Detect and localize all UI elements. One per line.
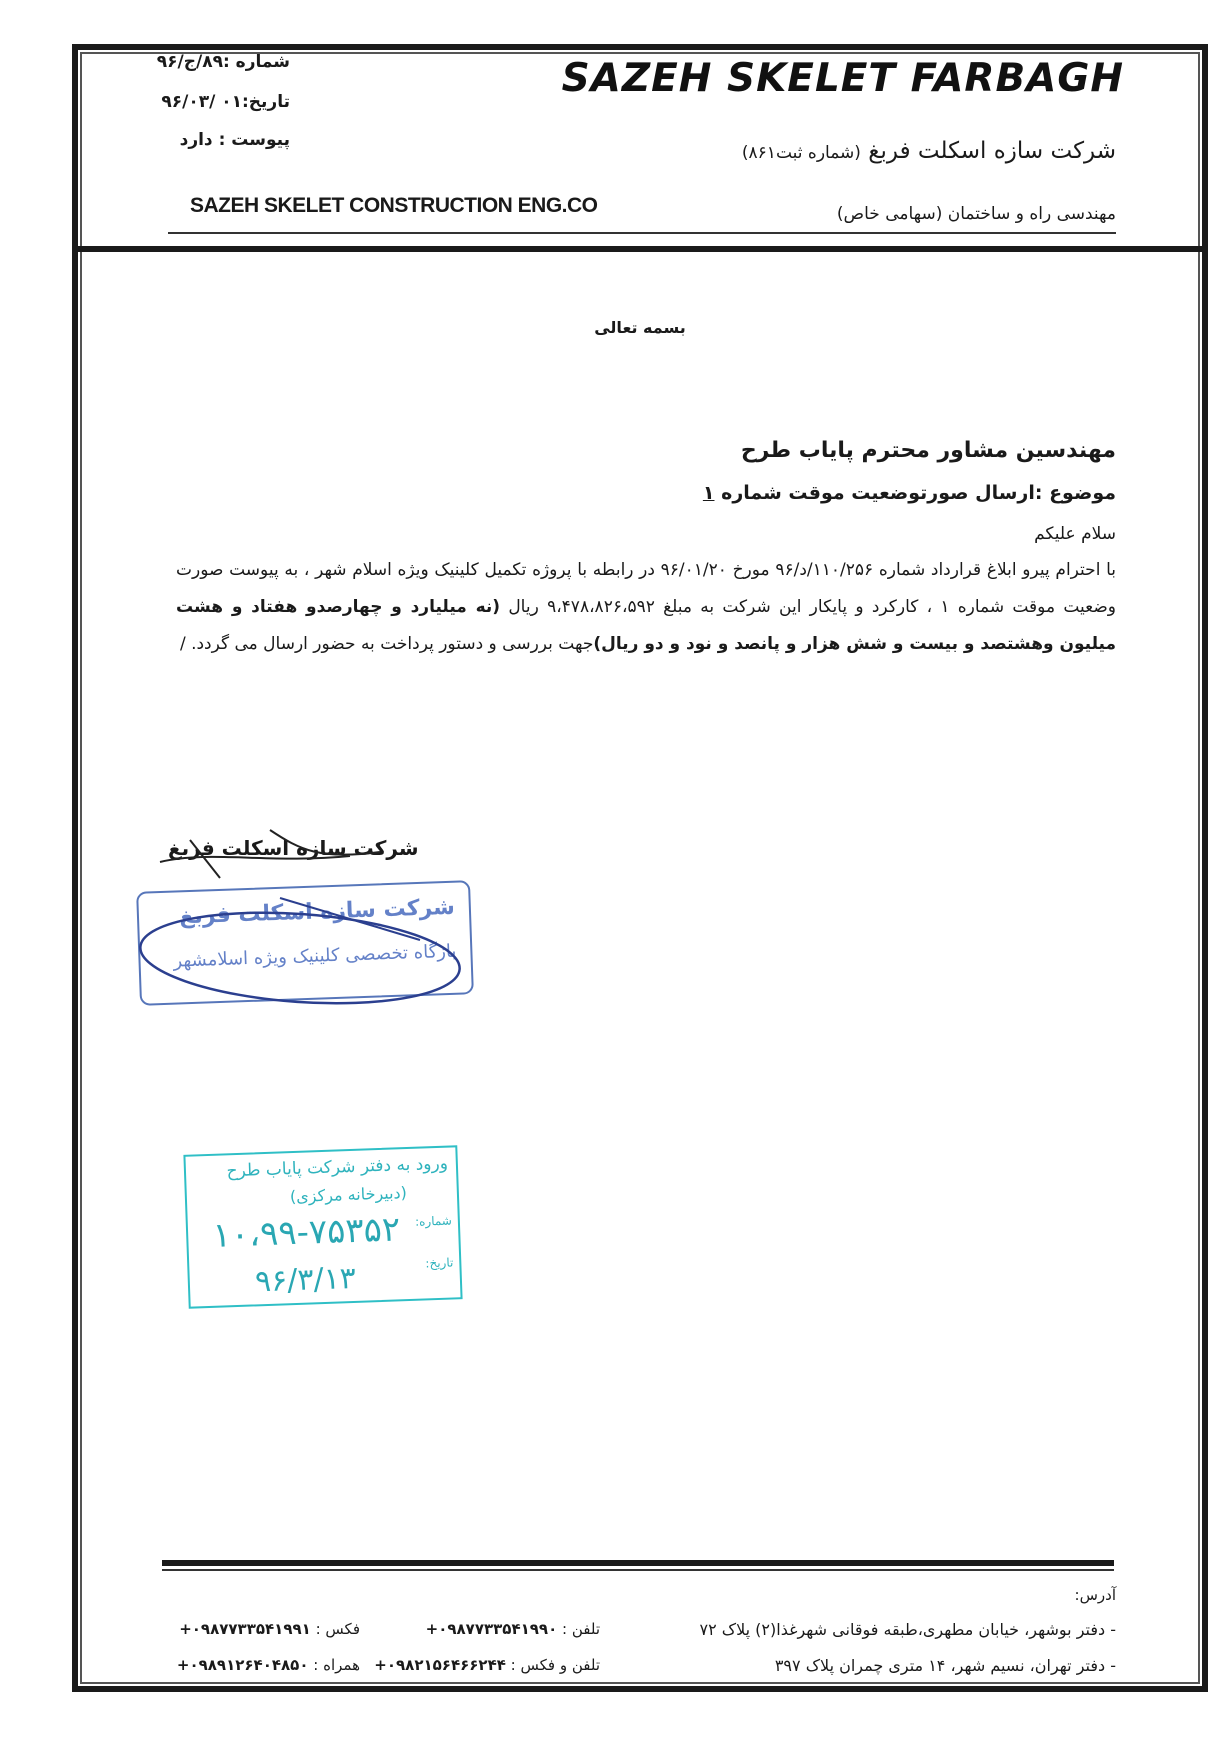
subject-number: ۱ [702, 482, 715, 504]
body-text-1: با احترام پیرو ابلاغ قرارداد شماره ۱۱۰/۲۵۶/د/۹۶ مورخ ۹۶/۰۱/۲۰ در رابطه با پروژه تکمیل کلینیک ویژه اسلام شهر ، به پیوست صورت وضعیت موقت شماره ۱ ، کارکرد و پایکار این شرکت به مبلغ ۹،۴۷۸،۸۲۶،۵۹۲ ریال [176, 560, 1117, 617]
letter-body [176, 552, 1116, 663]
body-text-2: جهت بررسی و دستور پرداخت به حضور ارسال می گردد. / [179, 634, 594, 654]
received-stamp-subtitle: (دبیرخانه مرکزی) [289, 1183, 408, 1207]
phone-fax-label: تلفن و فکس : [510, 1656, 600, 1674]
fax-value: ۰۹۸۷۷۳۳۵۴۱۹۹۱+ [179, 1620, 311, 1638]
address-bushehr: - دفتر بوشهر، خیابان مطهری،طبقه فوقانی شهرغذا(۲) پلاک ۷۲ [699, 1620, 1116, 1639]
footer-divider-thick [162, 1560, 1114, 1566]
amount-in-words: (نه میلیارد و چهارصدو هفتاد و هشت میلیون وهشتصد و بیست و شش هزار و پانصد و نود و دو ریال) [176, 597, 1116, 654]
received-date-label: تاریخ: [425, 1255, 454, 1271]
mobile-label: همراه : [313, 1656, 360, 1674]
signature-oval [130, 888, 480, 1018]
received-date-value: ۹۶/۳/۱۳ [254, 1260, 357, 1300]
greeting: سلام علیکم [1034, 524, 1116, 544]
received-stamp-title: ورود به دفتر شرکت پایاب طرح [226, 1153, 449, 1182]
subject-text: موضوع :ارسال صورتوضعیت موقت شماره [721, 482, 1116, 504]
footer-divider [162, 1569, 1114, 1571]
letter-attachment: پیوست : دارد [179, 130, 290, 150]
letter-number: شماره :۸۹/ج/۹۶ [156, 52, 290, 72]
header-divider-thick [78, 246, 1202, 252]
letter-date: تاریخ:۰۱ /۹۶/۰۳ [161, 92, 290, 112]
mobile [177, 1656, 360, 1674]
recipient: مهندسین مشاور محترم پایاب طرح [740, 438, 1116, 463]
phone-value: ۰۹۸۷۷۳۳۵۴۱۹۹۰+ [425, 1620, 558, 1638]
signature-scribble [150, 820, 390, 880]
mobile-value: ۰۹۸۹۱۲۶۴۰۴۸۵۰+ [176, 1656, 309, 1674]
company-type: مهندسی راه و ساختمان (سهامی خاص) [836, 204, 1116, 224]
company-stamp-line2: بازگاه تخصصی کلینیک ویژه اسلامشهر [173, 940, 457, 972]
phone-fax [374, 1656, 600, 1674]
company-name-fa [742, 138, 1116, 164]
address-label: آدرس: [1074, 1586, 1116, 1604]
received-number-label: شماره: [414, 1213, 453, 1229]
registration-number: (شماره ثبت۸۶۱) [741, 143, 861, 163]
fax-label: فکس : [315, 1620, 360, 1638]
phone-fax-value: ۰۹۸۲۱۵۶۴۶۶۲۴۴+ [374, 1656, 506, 1674]
header-divider [168, 232, 1116, 234]
company-name-en: SAZEH SKELET CONSTRUCTION ENG.CO [190, 194, 598, 217]
bismillah: بسمه تعالی [594, 318, 686, 337]
company-logo-text: SAZEH SKELET FARBAGH [561, 56, 1124, 101]
fax [179, 1620, 360, 1638]
phone [426, 1620, 600, 1638]
subject-line [703, 482, 1116, 504]
received-stamp [183, 1145, 462, 1308]
address-tehran: - دفتر تهران، نسیم شهر، ۱۴ متری چمران پلاک ۳۹۷ [774, 1656, 1116, 1675]
company-name: شرکت سازه اسکلت فربغ [868, 138, 1116, 164]
signature-company: شرکت سازه اسکلت فربغ [168, 836, 419, 860]
received-number-value: ۱۰،۹۹-۷۵۳۵۲ [211, 1209, 401, 1256]
phone-label: تلفن : [562, 1620, 600, 1638]
company-stamp-line1: شرکت سازه اسکلت فربغ [179, 894, 456, 930]
